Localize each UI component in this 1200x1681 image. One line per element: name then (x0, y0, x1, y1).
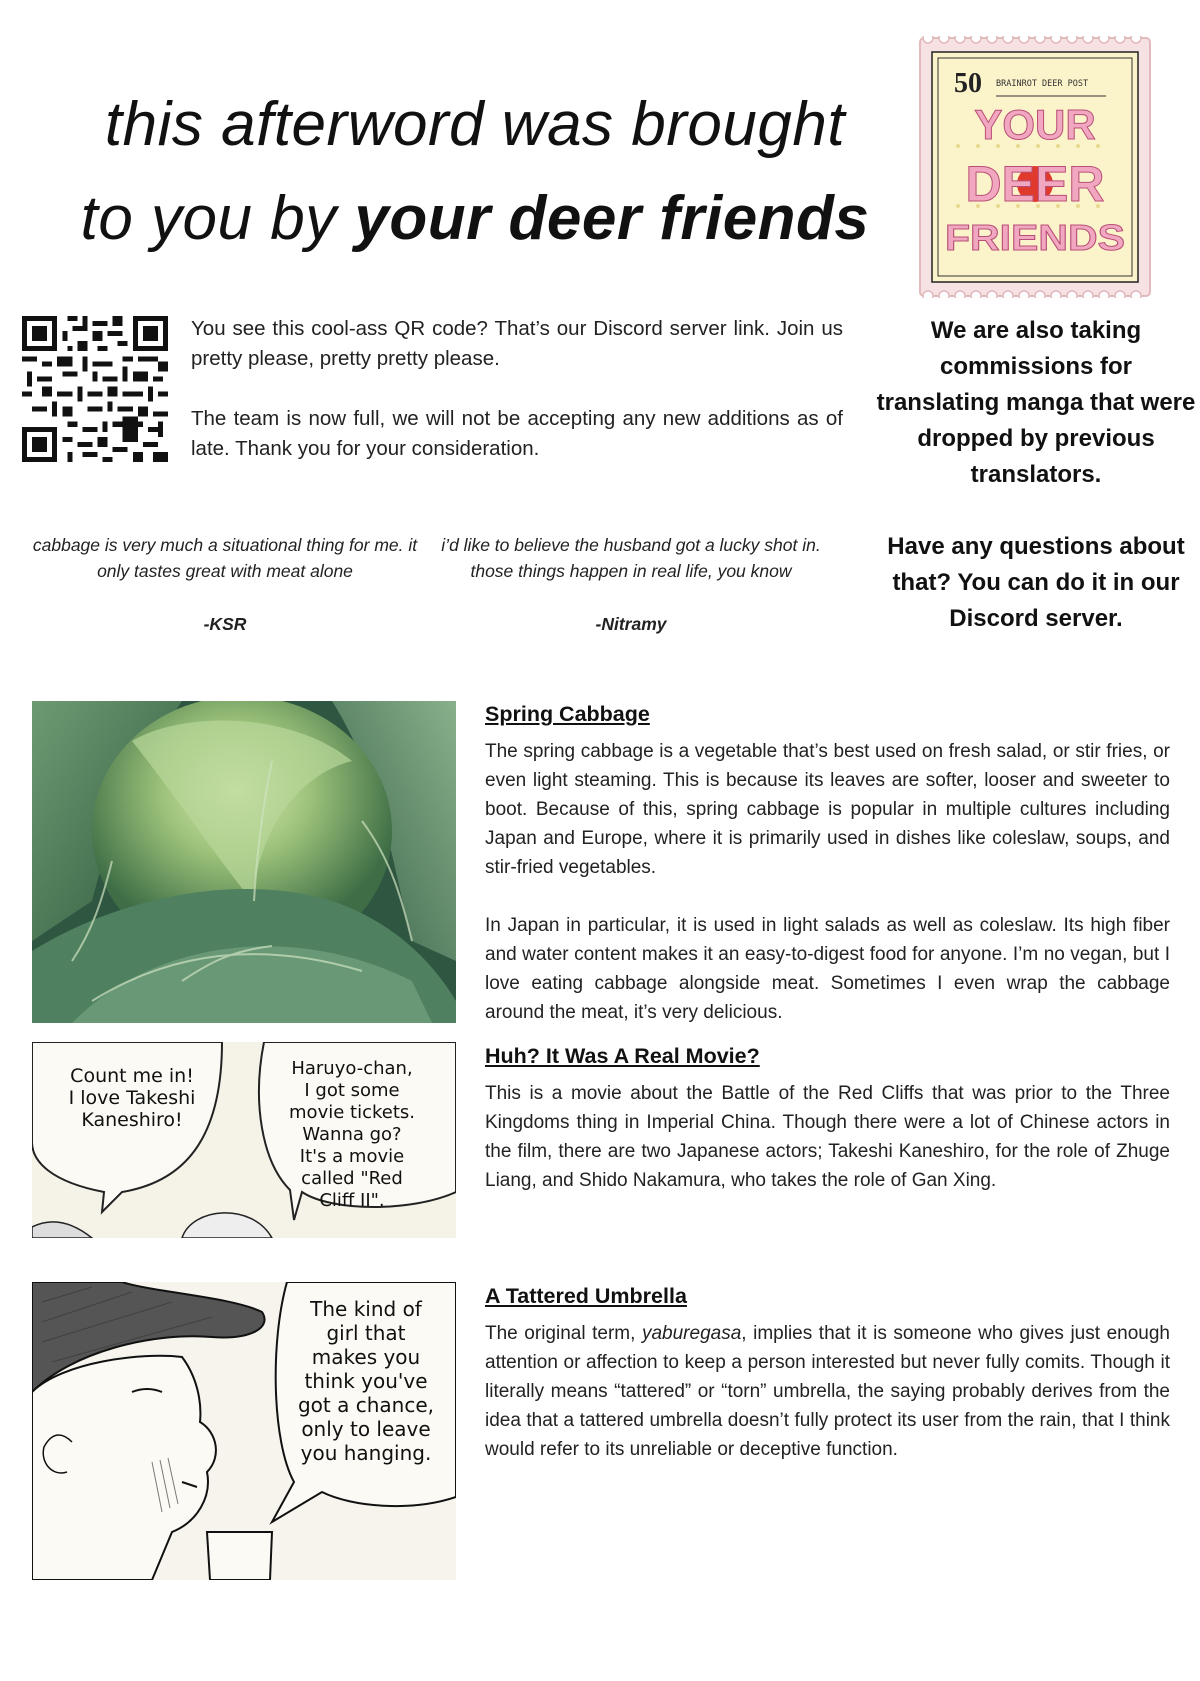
bubble-line: Kaneshiro! (81, 1109, 183, 1131)
headline-line-2 (40, 172, 910, 266)
article-title: A Tattered Umbrella (485, 1284, 687, 1308)
stamp-graphic (918, 36, 1152, 298)
headline-prefix: to you by (80, 184, 355, 253)
bubble-line: Wanna go? (302, 1124, 402, 1145)
paragraph-rest: , implies that it is someone who gives just enough attention or affection to keep a person interested but never fully comits. Though it literally means “tattered” or “torn” umbrella, the saying probably derives from the idea that a tattered umbrella doesn’t fully protect its user from the rain, that I think would refer to its unreliable or deceptive function. (485, 1323, 1170, 1460)
article-body (485, 1319, 1170, 1464)
questions-paragraph: Have any questions about that? You can do it in our Discord server. (887, 533, 1185, 632)
bubble-line: movie tickets. (289, 1102, 415, 1123)
bubble-line: girl that (326, 1321, 406, 1345)
intro-text (191, 314, 843, 494)
intro-paragraph-1: You see this cool-ass QR code? That’s our Discord server link. Join us pretty please, pretty pretty please. (191, 317, 843, 370)
quote-author: -KSR (203, 614, 247, 634)
stamp-number: 50 (954, 68, 982, 99)
bubble-line: got a chance, (297, 1393, 435, 1417)
intro-paragraph-2: The team is now full, we will not be accepting any new additions as of late. Thank you for your consideration. (191, 407, 843, 460)
article-tattered-umbrella (485, 1281, 1170, 1493)
bubble-line: I got some (304, 1080, 400, 1101)
quote-ksr (30, 532, 420, 637)
movie-manga-panel (32, 1042, 456, 1238)
bubble-line: think you've (304, 1369, 428, 1393)
bubble-line: I love Takeshi (68, 1087, 196, 1109)
paragraph-start: The original term, (485, 1323, 642, 1344)
headline-bold: your deer friends (354, 184, 870, 253)
article-title: Huh? It Was A Real Movie? (485, 1044, 760, 1068)
cabbage-photo (32, 701, 456, 1023)
quote-nitramy (436, 532, 826, 637)
deer-friends-stamp (918, 36, 1152, 298)
commissions-note (876, 313, 1196, 673)
stamp-word-your: YOUR (974, 101, 1096, 148)
bubble-line: you hanging. (300, 1441, 432, 1465)
headline-line-1: this afterword was brought (104, 90, 846, 159)
article-paragraph: This is a movie about the Battle of the Red Cliffs that was prior to the Three Kingdoms thing in Imperial China. Though there were a lot of Chinese actors in the film, there are two Japanese actors; Takeshi Kaneshiro, for the role of Zhuge Liang, and Shido Nakamura, who takes the role of Gan Xing. (485, 1083, 1170, 1191)
japanese-term: yaburegasa (641, 1323, 742, 1344)
stamp-word-friends: FRIENDS (945, 217, 1125, 258)
article-spring-cabbage (485, 699, 1170, 1056)
bubble-line: The kind of (310, 1297, 422, 1321)
article-paragraph: The spring cabbage is a vegetable that’s best used on fresh salad, or stir fries, or even light steaming. This is because its leaves are softer, looser and sweeter to boot. Because of this, spring cabbage is popular in multiple cultures including Japan and Europe, where it is primarily used in dishes like coleslaw, soups, and stir-fried vegetables. (485, 741, 1170, 878)
article-real-movie (485, 1041, 1170, 1224)
commissions-paragraph: We are also taking commissions for translating manga that were dropped by previous translators. (876, 317, 1196, 488)
article-paragraph: In Japan in particular, it is used in light salads as well as coleslaw. Its high fiber and water content makes it an easy-to-digest food for anyone. I’m no vegan, but I love eating cabbage alongside meat. Sometimes I even wrap the cabbage around the meat, it’s very delicious. (485, 915, 1170, 1023)
qr-code-icon[interactable] (22, 316, 168, 462)
stamp-small-text: BRAINROT DEER POST (996, 79, 1089, 89)
bubble-line: makes you (311, 1345, 421, 1369)
bubble-line: Count me in! (70, 1065, 194, 1087)
article-paragraph (485, 1319, 1170, 1464)
article-body (485, 1079, 1170, 1195)
bubble-line: Haruyo-chan, (291, 1058, 413, 1079)
bubble-line: called "Red (301, 1168, 403, 1189)
page-headline (40, 78, 910, 266)
quote-text: cabbage is very much a situational thing for me. it only tastes great with meat alone (32, 535, 418, 581)
movie-bubble-right (289, 1058, 415, 1211)
article-body (485, 737, 1170, 1027)
article-title: Spring Cabbage (485, 702, 650, 726)
quote-text: i’d like to believe the husband got a lucky shot in. those things happen in real life, you know (441, 535, 821, 581)
bubble-line: only to leave (301, 1417, 431, 1441)
bubble-line: Cliff II". (319, 1190, 385, 1211)
bubble-line: It's a movie (299, 1146, 405, 1167)
quote-author: -Nitramy (595, 614, 667, 634)
movie-bubble-left (69, 1065, 196, 1131)
umbrella-manga-panel (32, 1282, 456, 1580)
stamp-word-deer: DEER (965, 156, 1105, 212)
